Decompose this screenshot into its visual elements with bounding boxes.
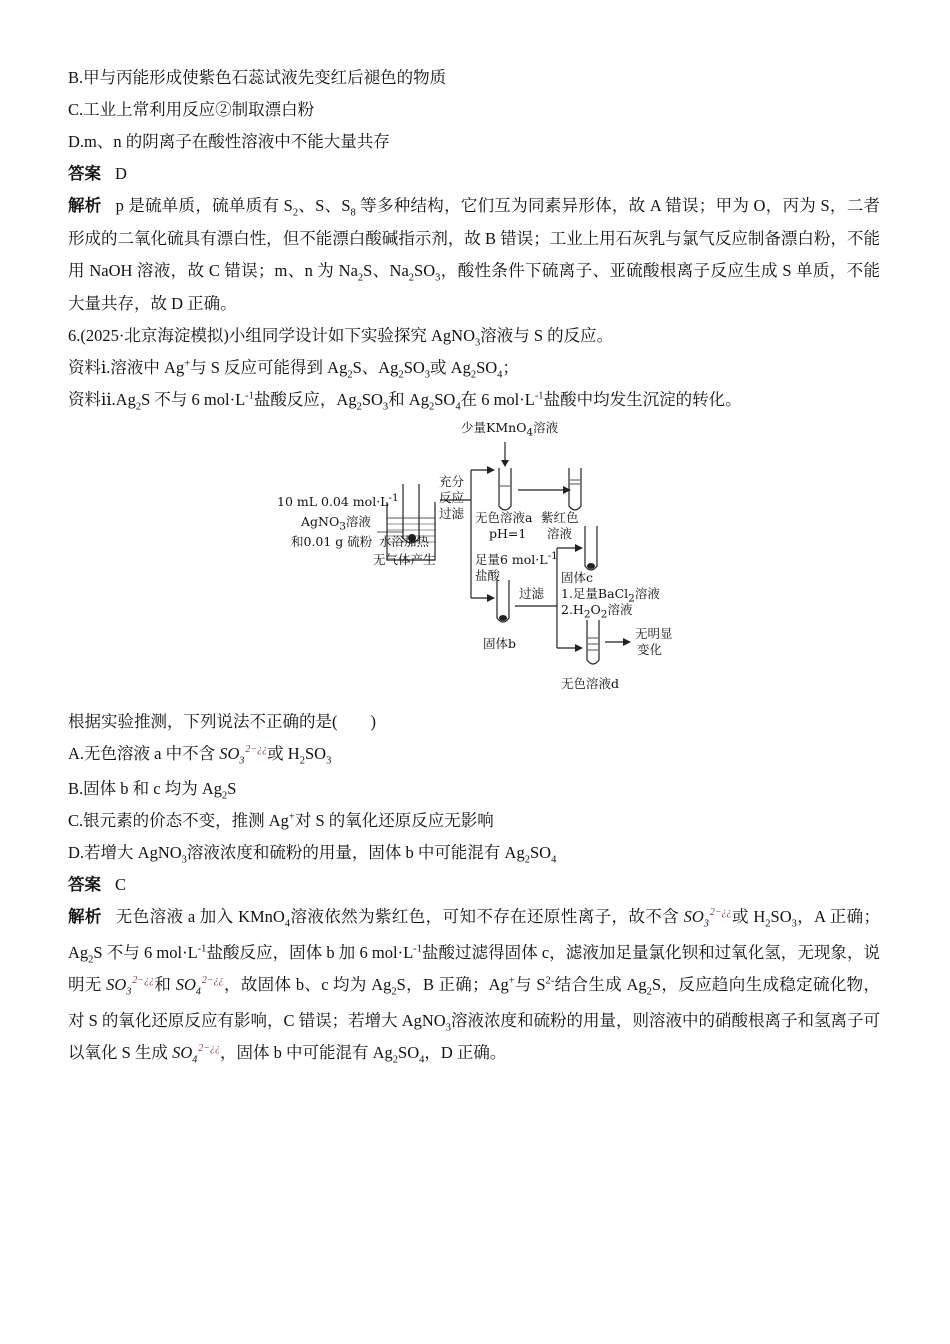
document-page bbox=[68, 62, 880, 1073]
q5-answer bbox=[68, 158, 880, 190]
label-h2o2: $2.H_2O_2$溶液 bbox=[561, 602, 633, 621]
test-tube-purple bbox=[569, 468, 581, 510]
q5-analysis: 解析 p 是硫单质，硫单质有 $S_2$、S、$S_8$ 等多种结构，它们互为同素异形体，故 A 错误；甲为 O，丙为 S，二者形成的二氧化硫具有漂白性，但不能漂白酸碱指示剂，故 B 错误；工业上用石灰乳与氯气反应制备漂白粉，不能用 NaOH 溶液，故 C 错误；m、n 为 $Na_2S$、$Na_2SO_3$，酸性条件下硫离子、亚硫酸根离子反应生成 S 单质，不能大量共存，故 D 正确。 bbox=[68, 196, 880, 313]
sulfite-ion: $SO_3^{2-¿¿}$ bbox=[219, 744, 268, 767]
q6-answer bbox=[68, 869, 880, 901]
q5-option-b: B.甲与丙能形成使紫色石蕊试液先变红后褪色的物质 bbox=[68, 68, 447, 87]
q6-info-1: 资料ⅰ.溶液中 Ag+与 S 反应可能得到 $Ag_2S$、$Ag_2SO_3$或 $Ag_2SO_4$； bbox=[68, 358, 519, 381]
experiment-flow-diagram bbox=[275, 420, 675, 700]
label-filter: 过滤 bbox=[519, 586, 545, 601]
label-solid-b: 固体b bbox=[483, 636, 517, 651]
label-ph: pH=1 bbox=[489, 526, 527, 541]
sulfite-ion: $SO_3^{2-¿¿}$ bbox=[106, 975, 155, 998]
q6-option-d: D.若增大 AgNO$_3$溶液浓度和硫粉的用量，固体 b 中可能混有 $Ag_2SO_4$ bbox=[68, 843, 557, 866]
sulfite-ion: $SO_3^{2-¿¿}$ bbox=[683, 907, 732, 930]
answer-value: D bbox=[115, 164, 127, 183]
label-purple-2: 溶液 bbox=[547, 526, 573, 541]
label-solution-a: 无色溶液a bbox=[475, 510, 533, 525]
answer-value: C bbox=[115, 875, 127, 894]
answer-label: 答案 bbox=[68, 875, 101, 894]
label-kmno4: 少量KMnO$_4$溶液 bbox=[461, 420, 559, 439]
q5-option-d: D.m、n 的阴离子在酸性溶液中不能大量共存 bbox=[68, 132, 390, 151]
test-tube-a bbox=[499, 468, 511, 510]
q6-stem: 6.(2025·北京海淀模拟)小组同学设计如下实验探究 AgNO$_3$溶液与 S 的反应。 bbox=[68, 326, 614, 349]
analysis-label: 解析 bbox=[68, 196, 102, 215]
label-solid-c: 固体c bbox=[561, 570, 594, 585]
answer-label: 答案 bbox=[68, 164, 101, 183]
q5-option-c: C.工业上常利用反应②制取漂白粉 bbox=[68, 100, 315, 119]
label-no-change-2: 变化 bbox=[637, 642, 663, 657]
label-sulfur-powder: 和0.01 g 硫粉 bbox=[291, 534, 373, 549]
label-solution-d: 无色溶液d bbox=[561, 676, 620, 691]
q6-option-a: A.无色溶液 a 中不含 $SO_3^{2-¿¿}$或 $H_2SO_3$ bbox=[68, 744, 332, 767]
test-tube-d bbox=[587, 620, 599, 664]
label-purple-1: 紫红色 bbox=[541, 510, 579, 525]
q6-info-2: 资料$ⅱ.Ag_2S$ 不与 6 $mol\cdot L^{-1}$盐酸反应，$Ag_2SO_3$和 $Ag_2SO_4$在 6 $mol\cdot L^{-1}$盐酸中均发生沉淀的转化。 bbox=[68, 390, 742, 413]
label-no-change-1: 无明显 bbox=[635, 626, 673, 641]
sulfate-ion: $SO_4^{2-¿¿}$ bbox=[175, 975, 224, 998]
analysis-label: 解析 bbox=[68, 907, 102, 926]
label-water-bath: 水浴加热 bbox=[379, 534, 430, 549]
q6-question: 根据实验推测，下列说法不正确的是( ) bbox=[68, 712, 376, 731]
label-hcl-2: 盐酸 bbox=[475, 568, 501, 583]
label-agno3: AgNO$_3$溶液 bbox=[301, 514, 371, 533]
label-bacl2: 1.足量BaCl$_2$溶液 bbox=[561, 586, 660, 605]
label-step-1: 充分 bbox=[439, 474, 465, 489]
q6-option-b: B.固体 b 和 c 均为 $Ag_2S$ bbox=[68, 779, 237, 802]
sulfate-ion: $SO_4^{2-¿¿}$ bbox=[172, 1043, 220, 1066]
label-initial-solution: 10 mL 0.04 $mol\cdot L^{-1}$ bbox=[277, 491, 399, 509]
q6-analysis: 解析 无色溶液 a 加入 KMnO$_4$溶液依然为紫红色，可知不存在还原性离子，故不含 $SO_3^{2-¿¿}$或 $H_2SO_3$，A 正确；$Ag_2S$ 不与 6 $mol\cdot L^{-1}$盐酸反应，固体 b 加 6 $mol\cdot L^{-1}$盐酸过滤得固体 c，滤液加足量氯化钡和过氧化氢，无现象，说明无 $SO_3^{2-¿¿}$和 $SO_4^{2-¿¿}$，故固体 b、c 均为 $Ag_2S$，B 正确；Ag+与 $S^{2-}$结合生成 $Ag_2S$，反应趋向生成稳定硫化物，对 S 的氧化还原反应有影响，C 错误；若增大 AgNO$_3$溶液浓度和硫粉的用量，则溶液中的硝酸根离子和氢离子可以氧化 S 生成 $SO_4^{2-¿¿}$，固体 b 中可能混有 $Ag_2SO_4$，D 正确。 bbox=[68, 907, 881, 1066]
label-step-2: 反应 bbox=[439, 490, 465, 505]
label-step-3: 过滤 bbox=[439, 506, 465, 521]
label-no-gas: 无气体产生 bbox=[373, 552, 436, 567]
q6-option-c: C.银元素的价态不变，推测 Ag+对 S 的氧化还原反应无影响 bbox=[68, 811, 494, 830]
label-hcl: 足量6 $mol\cdot L^{-1}$ bbox=[475, 549, 558, 567]
